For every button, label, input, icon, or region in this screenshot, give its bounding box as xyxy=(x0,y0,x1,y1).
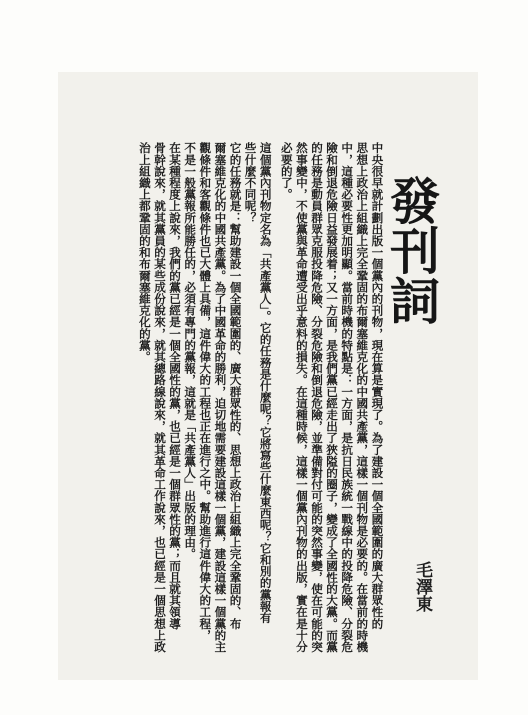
body-column: 中，這種必要性更加明顯。當前時機的特點是：一方面，是抗日民族統一戰線中的投降危險、分裂危 xyxy=(340,142,355,653)
body-column: 它的任務就是：幫助建設一個全國範圍的、廣大群眾性的、思想上政治上組織上完全鞏固的、布 xyxy=(228,142,243,630)
body-column: 些什麼不同呢？ xyxy=(243,142,258,224)
body-column: 的任務是動員群眾克服投降危險、分裂危險和倒退危險，並準備對付可能的突然事變，使在可能的突 xyxy=(310,142,324,653)
body-column: 不是一般黨報所能勝任的，必須有專門的黨報，這就是「共產黨人」出版的理由。 xyxy=(183,142,198,560)
body-column: 治上組織上都鞏固的和布爾塞維克化的黨。 xyxy=(137,142,152,363)
author-signature: 毛澤東 xyxy=(412,561,432,612)
body-column: 在某種程度上說來，我們的黨已經是一個全國性的黨，也已經是一個群眾性的黨；而且就其領導 xyxy=(168,142,183,630)
body-column: 中央很早就計劃出版一個黨內的刊物，現在算是實現了。為了建設一個全國範圍的廣大群眾性的 xyxy=(370,142,385,630)
body-column: 爾塞維克化的中國共產黨。為了中國革命的勝利，迫切地需要建設這樣一個黨，建設這樣一個黨的主 xyxy=(213,142,228,653)
body-column: 骨幹說來，就其黨員的某些成份說來，就其總路線說來，就其革命工作說來，也已經是一個思想上政 xyxy=(153,142,167,653)
body-column: 必要的了。 xyxy=(279,142,294,200)
body-column: 觀條件和客觀條件也已大體上具備，這件偉大的工程也正在進行之中。幫助進行這件偉大的工程， xyxy=(198,142,213,641)
body-column: 險和倒退危險日益發展着；又一方面，是我們黨已經走出了狹隘的圈子，變成了全國性的大黨。而黨 xyxy=(325,142,340,653)
body-column: 然事變中，不使黨與革命遭受出乎意料的損失。在這種時候，這樣一個黨內刊物的出版，實在是十分 xyxy=(294,142,309,653)
body-column: 這個黨內刊物定名為「共產黨人」。它的任務是什麼呢？它將寫些什麼東西呢？它和別的黨報有 xyxy=(258,142,273,624)
body-column: 思想上政治上組織上完全鞏固的布爾塞維克化的中國共產黨，這樣一個刊物是必要的。在當前的時機 xyxy=(355,142,370,653)
article-title: 發刊詞 xyxy=(382,175,441,325)
